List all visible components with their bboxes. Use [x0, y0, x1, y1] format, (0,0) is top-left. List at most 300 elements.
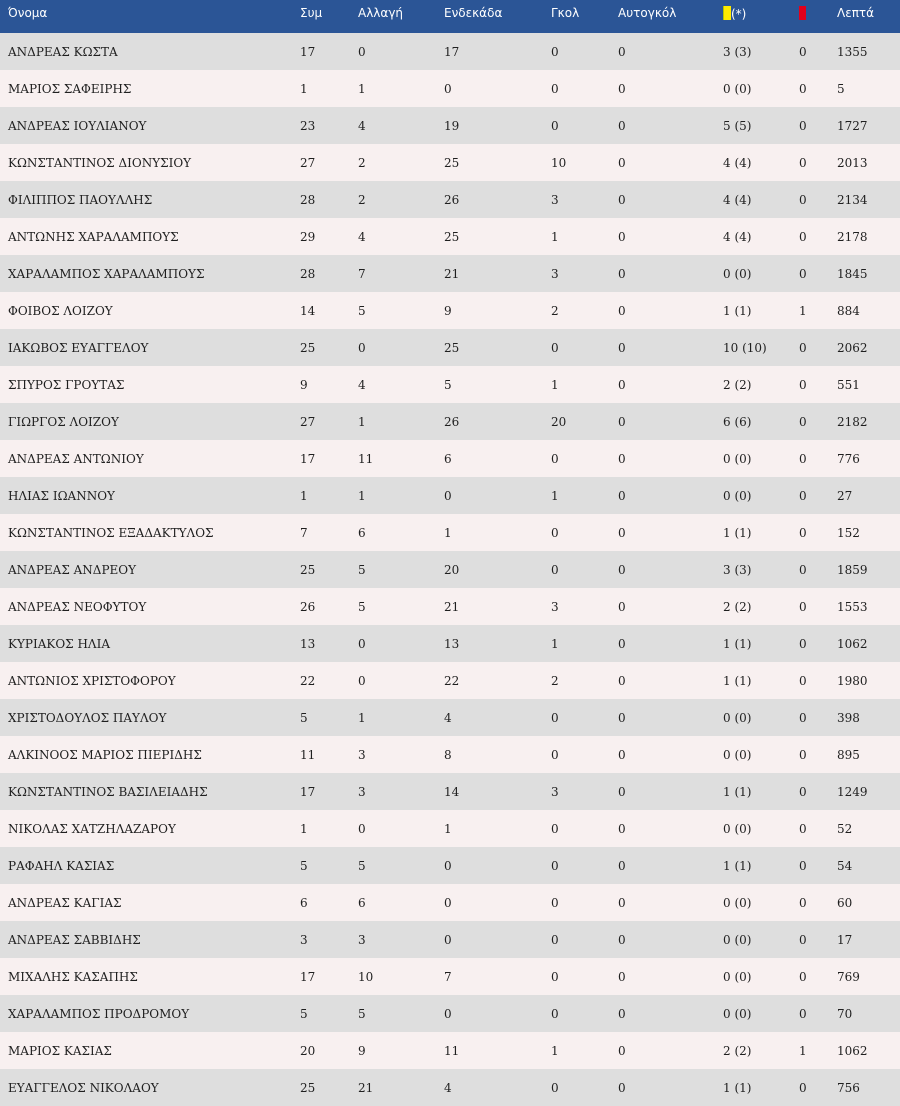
cell-subs: 2: [358, 192, 366, 207]
cell-red-cards: 0: [799, 488, 807, 503]
cell-yellow-cards: 1 (1): [723, 1080, 752, 1095]
player-name[interactable]: ΧΡΙΣΤΟΔΟΥΛΟΣ ΠΑΥΛΟΥ: [8, 710, 167, 725]
cell-yellow-cards: 1 (1): [723, 673, 752, 688]
cell-starts: 1: [444, 821, 452, 836]
player-name[interactable]: ΡΑΦΑΗΛ ΚΑΣΙΑΣ: [8, 858, 115, 873]
cell-own-goals: 0: [618, 229, 626, 244]
header-subs[interactable]: Αλλαγή: [358, 6, 404, 20]
cell-goals: 0: [551, 932, 559, 947]
cell-goals: 0: [551, 858, 559, 873]
cell-apps: 3: [300, 932, 308, 947]
cell-apps: 11: [300, 747, 316, 762]
cell-minutes: 5: [837, 81, 845, 96]
cell-red-cards: 0: [799, 192, 807, 207]
cell-apps: 1: [300, 81, 308, 96]
cell-own-goals: 0: [618, 636, 626, 651]
cell-goals: 0: [551, 81, 559, 96]
cell-subs: 1: [358, 488, 366, 503]
cell-apps: 22: [300, 673, 316, 688]
table-row: [0, 329, 900, 366]
cell-minutes: 1062: [837, 636, 868, 651]
cell-yellow-cards: 0 (0): [723, 488, 752, 503]
player-name[interactable]: ΚΩΝΣΤΑΝΤΙΝΟΣ ΕΞΑΔΑΚΤΥΛΟΣ: [8, 525, 214, 540]
cell-starts: 25: [444, 155, 460, 170]
cell-minutes: 2182: [837, 414, 868, 429]
cell-starts: 13: [444, 636, 460, 651]
cell-starts: 21: [444, 266, 460, 281]
cell-goals: 1: [551, 377, 559, 392]
cell-starts: 5: [444, 377, 452, 392]
player-name[interactable]: ΝΙΚΟΛΑΣ ΧΑΤΖΗΛΑΖΑΡΟΥ: [8, 821, 176, 836]
cell-starts: 9: [444, 303, 452, 318]
cell-own-goals: 0: [618, 599, 626, 614]
cell-yellow-cards: 1 (1): [723, 636, 752, 651]
cell-red-cards: 0: [799, 710, 807, 725]
cell-red-cards: 0: [799, 1006, 807, 1021]
cell-red-cards: 0: [799, 340, 807, 355]
cell-red-cards: 0: [799, 81, 807, 96]
table-row: [0, 699, 900, 736]
cell-yellow-cards: 1 (1): [723, 303, 752, 318]
cell-subs: 7: [358, 266, 366, 281]
cell-yellow-cards: 10 (10): [723, 340, 767, 355]
cell-yellow-cards: 0 (0): [723, 710, 752, 725]
cell-own-goals: 0: [618, 377, 626, 392]
cell-own-goals: 0: [618, 340, 626, 355]
cell-goals: 0: [551, 562, 559, 577]
cell-goals: 0: [551, 1006, 559, 1021]
cell-starts: 19: [444, 118, 460, 133]
cell-goals: 2: [551, 303, 559, 318]
table-row: [0, 70, 900, 107]
cell-starts: 21: [444, 599, 460, 614]
player-name[interactable]: ΑΝΔΡΕΑΣ ΑΝΤΩΝΙΟΥ: [8, 451, 144, 466]
table-row: [0, 810, 900, 847]
cell-goals: 0: [551, 525, 559, 540]
cell-red-cards: 0: [799, 858, 807, 873]
cell-minutes: 551: [837, 377, 860, 392]
cell-goals: 3: [551, 784, 559, 799]
cell-yellow-cards: 6 (6): [723, 414, 752, 429]
cell-minutes: 2062: [837, 340, 868, 355]
player-name[interactable]: ΑΝΔΡΕΑΣ ΚΩΣΤΑ: [8, 44, 118, 59]
table-row: [0, 736, 900, 773]
cell-own-goals: 0: [618, 525, 626, 540]
header-red-cards[interactable]: [799, 0, 837, 33]
cell-own-goals: 0: [618, 192, 626, 207]
table-row: [0, 1032, 900, 1069]
cell-own-goals: 0: [618, 562, 626, 577]
cell-red-cards: 1: [799, 1043, 807, 1058]
cell-apps: 5: [300, 1006, 308, 1021]
cell-apps: 6: [300, 895, 308, 910]
table-row: [0, 292, 900, 329]
header-goals[interactable]: Γκολ: [551, 6, 580, 20]
cell-minutes: 398: [837, 710, 860, 725]
cell-red-cards: 0: [799, 377, 807, 392]
cell-subs: 0: [358, 821, 366, 836]
cell-goals: 1: [551, 1043, 559, 1058]
cell-goals: 0: [551, 895, 559, 910]
cell-starts: 0: [444, 858, 452, 873]
cell-own-goals: 0: [618, 118, 626, 133]
cell-red-cards: 0: [799, 673, 807, 688]
cell-goals: 0: [551, 340, 559, 355]
cell-red-cards: 0: [799, 1080, 807, 1095]
cell-apps: 27: [300, 414, 316, 429]
header-name[interactable]: Όνομα: [8, 6, 48, 20]
cell-red-cards: 0: [799, 229, 807, 244]
cell-apps: 17: [300, 451, 316, 466]
cell-minutes: 2013: [837, 155, 868, 170]
cell-subs: 9: [358, 1043, 366, 1058]
cell-minutes: 17: [837, 932, 853, 947]
cell-apps: 17: [300, 969, 316, 984]
cell-own-goals: 0: [618, 1080, 626, 1095]
cell-red-cards: 0: [799, 932, 807, 947]
cell-yellow-cards: 0 (0): [723, 932, 752, 947]
cell-red-cards: 0: [799, 414, 807, 429]
cell-yellow-cards: 3 (3): [723, 44, 752, 59]
table-row: [0, 144, 900, 181]
cell-yellow-cards: 5 (5): [723, 118, 752, 133]
player-name[interactable]: ΚΩΝΣΤΑΝΤΙΝΟΣ ΒΑΣΙΛΕΙΑΔΗΣ: [8, 784, 208, 799]
cell-subs: 21: [358, 1080, 374, 1095]
cell-minutes: 1553: [837, 599, 868, 614]
cell-yellow-cards: 1 (1): [723, 784, 752, 799]
cell-starts: 4: [444, 1080, 452, 1095]
cell-goals: 0: [551, 747, 559, 762]
header-yellow-cards[interactable]: [723, 0, 799, 33]
player-name[interactable]: ΙΑΚΩΒΟΣ ΕΥΑΓΓΕΛΟΥ: [8, 340, 149, 355]
cell-minutes: 1859: [837, 562, 868, 577]
cell-starts: 8: [444, 747, 452, 762]
player-name[interactable]: ΑΝΔΡΕΑΣ ΙΟΥΛΙΑΝΟΥ: [8, 118, 147, 133]
player-name[interactable]: ΑΝΔΡΕΑΣ ΣΑΒΒΙΔΗΣ: [8, 932, 141, 947]
player-name[interactable]: ΑΝΤΩΝΗΣ ΧΑΡΑΛΑΜΠΟΥΣ: [8, 229, 179, 244]
cell-apps: 25: [300, 562, 316, 577]
cell-minutes: 1980: [837, 673, 868, 688]
cell-subs: 4: [358, 229, 366, 244]
cell-own-goals: 0: [618, 747, 626, 762]
cell-subs: 3: [358, 747, 366, 762]
cell-goals: 1: [551, 488, 559, 503]
cell-yellow-cards: 0 (0): [723, 895, 752, 910]
cell-own-goals: 0: [618, 895, 626, 910]
cell-starts: 0: [444, 81, 452, 96]
cell-red-cards: 0: [799, 895, 807, 910]
cell-yellow-cards: 3 (3): [723, 562, 752, 577]
cell-subs: 4: [358, 377, 366, 392]
cell-goals: 20: [551, 414, 567, 429]
cell-starts: 25: [444, 340, 460, 355]
cell-own-goals: 0: [618, 303, 626, 318]
table-row: [0, 107, 900, 144]
cell-goals: 0: [551, 44, 559, 59]
cell-starts: 1: [444, 525, 452, 540]
cell-own-goals: 0: [618, 451, 626, 466]
table-row: [0, 884, 900, 921]
cell-own-goals: 0: [618, 710, 626, 725]
cell-apps: 17: [300, 44, 316, 59]
player-name[interactable]: ΕΥΑΓΓΕΛΟΣ ΝΙΚΟΛΑΟΥ: [8, 1080, 159, 1095]
cell-subs: 1: [358, 81, 366, 96]
cell-goals: 0: [551, 1080, 559, 1095]
header-starts[interactable]: Ενδεκάδα: [444, 6, 503, 20]
cell-apps: 28: [300, 192, 316, 207]
table-row: [0, 662, 900, 699]
cell-own-goals: 0: [618, 155, 626, 170]
cell-apps: 13: [300, 636, 316, 651]
cell-yellow-cards: 0 (0): [723, 969, 752, 984]
cell-apps: 5: [300, 858, 308, 873]
cell-subs: 1: [358, 414, 366, 429]
cell-starts: 14: [444, 784, 460, 799]
table-row: [0, 847, 900, 884]
cell-yellow-cards: 0 (0): [723, 266, 752, 281]
cell-apps: 29: [300, 229, 316, 244]
player-name[interactable]: ΦΟΙΒΟΣ ΛΟΙΖΟΥ: [8, 303, 113, 318]
cell-own-goals: 0: [618, 1006, 626, 1021]
table-row: [0, 33, 900, 70]
cell-minutes: 2178: [837, 229, 868, 244]
cell-starts: 7: [444, 969, 452, 984]
cell-yellow-cards: 4 (4): [723, 192, 752, 207]
cell-subs: 4: [358, 118, 366, 133]
cell-apps: 1: [300, 821, 308, 836]
table-row: [0, 995, 900, 1032]
cell-red-cards: 0: [799, 747, 807, 762]
player-name[interactable]: ΑΝΔΡΕΑΣ ΑΝΔΡΕΟΥ: [8, 562, 137, 577]
table-row: [0, 181, 900, 218]
cell-minutes: 769: [837, 969, 860, 984]
header-yellow-suffix: (*): [731, 7, 747, 21]
cell-goals: 0: [551, 118, 559, 133]
table-row: [0, 958, 900, 995]
cell-yellow-cards: 0 (0): [723, 1006, 752, 1021]
cell-red-cards: 0: [799, 821, 807, 836]
cell-apps: 23: [300, 118, 316, 133]
cell-subs: 5: [358, 303, 366, 318]
cell-red-cards: 0: [799, 118, 807, 133]
cell-minutes: 52: [837, 821, 853, 836]
player-name[interactable]: ΜΑΡΙΟΣ ΣΑΦΕΙΡΗΣ: [8, 81, 132, 96]
cell-starts: 0: [444, 895, 452, 910]
player-name[interactable]: ΑΝΔΡΕΑΣ ΝΕΟΦΥΤΟΥ: [8, 599, 147, 614]
cell-yellow-cards: 2 (2): [723, 1043, 752, 1058]
cell-own-goals: 0: [618, 784, 626, 799]
cell-minutes: 1727: [837, 118, 868, 133]
cell-apps: 26: [300, 599, 316, 614]
player-name[interactable]: ΚΩΝΣΤΑΝΤΙΝΟΣ ΔΙΟΝΥΣΙΟΥ: [8, 155, 192, 170]
player-name[interactable]: ΜΑΡΙΟΣ ΚΑΣΙΑΣ: [8, 1043, 112, 1058]
cell-subs: 0: [358, 44, 366, 59]
red-card-icon: [799, 6, 806, 20]
table-row: [0, 588, 900, 625]
cell-red-cards: 0: [799, 266, 807, 281]
yellow-card-icon: [723, 6, 731, 20]
cell-starts: 17: [444, 44, 460, 59]
cell-apps: 28: [300, 266, 316, 281]
cell-subs: 11: [358, 451, 374, 466]
cell-subs: 0: [358, 673, 366, 688]
cell-goals: 1: [551, 636, 559, 651]
table-row: [0, 625, 900, 662]
cell-minutes: 70: [837, 1006, 853, 1021]
header-minutes[interactable]: Λεπτά: [837, 6, 875, 20]
cell-starts: 6: [444, 451, 452, 466]
player-name[interactable]: ΓΙΩΡΓΟΣ ΛΟΙΖΟΥ: [8, 414, 119, 429]
cell-red-cards: 0: [799, 562, 807, 577]
cell-subs: 6: [358, 525, 366, 540]
table-header: [0, 0, 900, 33]
player-name[interactable]: ΑΝΤΩΝΙΟΣ ΧΡΙΣΤΟΦΟΡΟΥ: [8, 673, 176, 688]
cell-apps: 7: [300, 525, 308, 540]
player-name[interactable]: ΑΝΔΡΕΑΣ ΚΑΓΙΑΣ: [8, 895, 122, 910]
cell-subs: 5: [358, 599, 366, 614]
cell-starts: 20: [444, 562, 460, 577]
cell-apps: 14: [300, 303, 316, 318]
table-row: [0, 440, 900, 477]
cell-red-cards: 0: [799, 44, 807, 59]
cell-minutes: 756: [837, 1080, 860, 1095]
cell-red-cards: 0: [799, 525, 807, 540]
cell-yellow-cards: 1 (1): [723, 525, 752, 540]
cell-red-cards: 0: [799, 969, 807, 984]
cell-starts: 22: [444, 673, 460, 688]
table-row: [0, 921, 900, 958]
cell-goals: 1: [551, 229, 559, 244]
cell-red-cards: 1: [799, 303, 807, 318]
cell-subs: 10: [358, 969, 374, 984]
table-row: [0, 514, 900, 551]
cell-starts: 25: [444, 229, 460, 244]
cell-minutes: 1355: [837, 44, 868, 59]
cell-own-goals: 0: [618, 821, 626, 836]
table-row: [0, 403, 900, 440]
cell-subs: 1: [358, 710, 366, 725]
header-apps[interactable]: Συμ: [300, 6, 323, 20]
table-row: [0, 1069, 900, 1106]
cell-yellow-cards: 2 (2): [723, 377, 752, 392]
cell-own-goals: 0: [618, 858, 626, 873]
cell-yellow-cards: 4 (4): [723, 229, 752, 244]
table-body: [0, 33, 900, 1106]
cell-yellow-cards: 0 (0): [723, 747, 752, 762]
cell-goals: 2: [551, 673, 559, 688]
header-row: [0, 0, 900, 33]
player-name[interactable]: ΧΑΡΑΛΑΜΠΟΣ ΧΑΡΑΛΑΜΠΟΥΣ: [8, 266, 205, 281]
cell-minutes: 895: [837, 747, 860, 762]
cell-own-goals: 0: [618, 1043, 626, 1058]
cell-own-goals: 0: [618, 673, 626, 688]
cell-yellow-cards: 0 (0): [723, 821, 752, 836]
cell-yellow-cards: 0 (0): [723, 451, 752, 466]
cell-subs: 3: [358, 784, 366, 799]
cell-own-goals: 0: [618, 81, 626, 96]
cell-yellow-cards: 0 (0): [723, 81, 752, 96]
cell-minutes: 2134: [837, 192, 868, 207]
table-row: [0, 477, 900, 514]
cell-apps: 27: [300, 155, 316, 170]
cell-apps: 25: [300, 340, 316, 355]
player-name[interactable]: ΦΙΛΙΠΠΟΣ ΠΑΟΥΛΛΗΣ: [8, 192, 153, 207]
player-name[interactable]: ΣΠΥΡΟΣ ΓΡΟΥΤΑΣ: [8, 377, 125, 392]
cell-minutes: 1845: [837, 266, 868, 281]
table-row: [0, 773, 900, 810]
cell-minutes: 1249: [837, 784, 868, 799]
cell-minutes: 1062: [837, 1043, 868, 1058]
table-row: [0, 551, 900, 588]
cell-subs: 0: [358, 636, 366, 651]
cell-apps: 1: [300, 488, 308, 503]
cell-apps: 9: [300, 377, 308, 392]
cell-subs: 6: [358, 895, 366, 910]
cell-subs: 5: [358, 562, 366, 577]
cell-minutes: 776: [837, 451, 860, 466]
player-name[interactable]: ΜΙΧΑΛΗΣ ΚΑΣΑΠΗΣ: [8, 969, 138, 984]
cell-apps: 17: [300, 784, 316, 799]
cell-goals: 3: [551, 266, 559, 281]
cell-yellow-cards: 4 (4): [723, 155, 752, 170]
cell-starts: 0: [444, 1006, 452, 1021]
cell-own-goals: 0: [618, 932, 626, 947]
cell-goals: 0: [551, 710, 559, 725]
cell-apps: 5: [300, 710, 308, 725]
cell-subs: 2: [358, 155, 366, 170]
cell-starts: 26: [444, 192, 460, 207]
player-name[interactable]: ΧΑΡΑΛΑΜΠΟΣ ΠΡΟΔΡΟΜΟΥ: [8, 1006, 190, 1021]
cell-own-goals: 0: [618, 414, 626, 429]
cell-goals: 3: [551, 599, 559, 614]
player-name[interactable]: ΗΛΙΑΣ ΙΩΑΝΝΟΥ: [8, 488, 115, 503]
cell-red-cards: 0: [799, 451, 807, 466]
cell-minutes: 27: [837, 488, 853, 503]
cell-subs: 3: [358, 932, 366, 947]
player-name[interactable]: ΑΛΚΙΝΟΟΣ ΜΑΡΙΟΣ ΠΙΕΡΙΔΗΣ: [8, 747, 202, 762]
cell-red-cards: 0: [799, 784, 807, 799]
cell-own-goals: 0: [618, 969, 626, 984]
cell-goals: 0: [551, 451, 559, 466]
cell-red-cards: 0: [799, 155, 807, 170]
cell-subs: 5: [358, 858, 366, 873]
cell-red-cards: 0: [799, 599, 807, 614]
cell-goals: 0: [551, 821, 559, 836]
cell-yellow-cards: 2 (2): [723, 599, 752, 614]
cell-yellow-cards: 1 (1): [723, 858, 752, 873]
table-row: [0, 218, 900, 255]
cell-own-goals: 0: [618, 44, 626, 59]
header-own-goals[interactable]: Αυτογκόλ: [618, 6, 677, 20]
player-name[interactable]: ΚΥΡΙΑΚΟΣ ΗΛΙΑ: [8, 636, 111, 651]
cell-red-cards: 0: [799, 636, 807, 651]
cell-apps: 25: [300, 1080, 316, 1095]
cell-goals: 3: [551, 192, 559, 207]
cell-subs: 0: [358, 340, 366, 355]
cell-goals: 0: [551, 969, 559, 984]
cell-starts: 0: [444, 488, 452, 503]
cell-subs: 5: [358, 1006, 366, 1021]
table-row: [0, 255, 900, 292]
cell-goals: 10: [551, 155, 567, 170]
cell-apps: 20: [300, 1043, 316, 1058]
cell-minutes: 54: [837, 858, 853, 873]
cell-minutes: 60: [837, 895, 853, 910]
table-row: [0, 366, 900, 403]
cell-own-goals: 0: [618, 488, 626, 503]
cell-own-goals: 0: [618, 266, 626, 281]
cell-minutes: 152: [837, 525, 860, 540]
